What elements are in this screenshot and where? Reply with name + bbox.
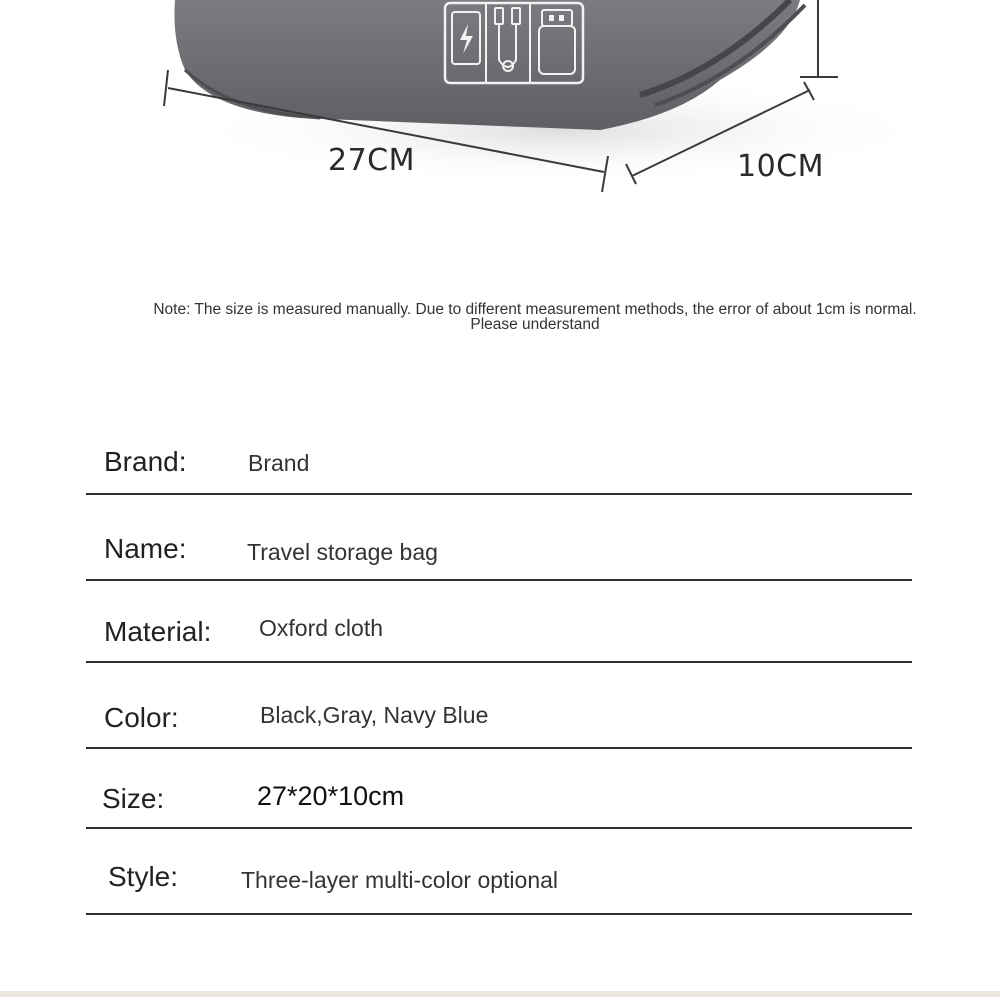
spec-value: Oxford cloth [259,615,383,641]
spec-label: Brand: [104,446,187,477]
measurement-note: Note: The size is measured manually. Due to different measurement methods, the error of about 1cm is normal. Please understand [153,301,917,333]
row-divider [86,747,912,749]
row-divider [86,827,912,829]
spec-label: Size: [102,783,165,814]
spec-label: Style: [108,861,179,892]
row-divider [86,579,912,581]
height-dimension-line [800,0,838,77]
spec-value: 27*20*10cm [257,781,405,811]
row-divider [86,913,912,915]
bottom-strip [0,991,1000,997]
spec-label: Color: [104,702,179,733]
spec-label: Material: [104,616,212,647]
spec-value: Black,Gray, Navy Blue [260,702,489,728]
spec-label: Name: [104,533,187,564]
product-photo [0,0,1000,260]
spec-value: Travel storage bag [247,539,438,565]
row-divider [86,661,912,663]
spec-value: Three-layer multi-color optional [241,867,559,893]
spec-value: Brand [248,450,310,476]
row-divider [86,493,912,495]
length-label: 27CM [328,143,416,178]
depth-label: 10CM [737,149,825,184]
storage-bag-illustration [0,0,1000,260]
